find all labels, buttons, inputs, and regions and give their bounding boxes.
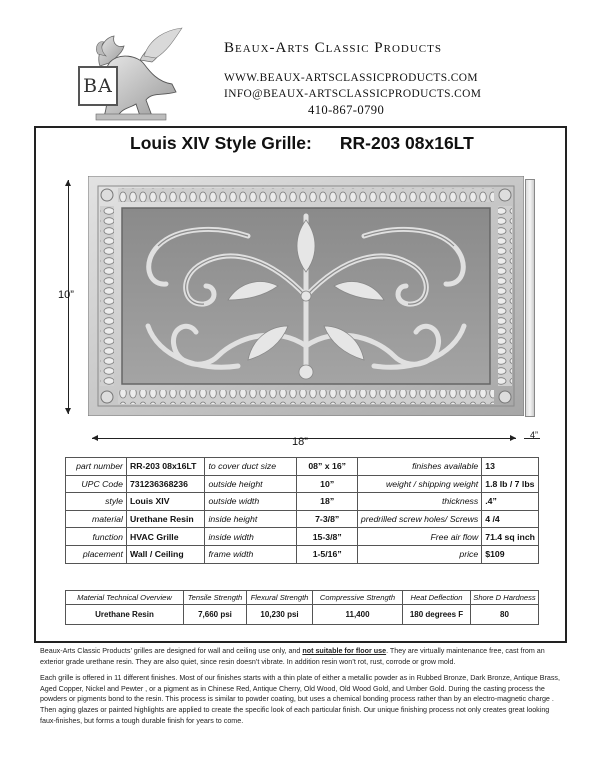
spec-label: UPC Code	[66, 475, 127, 493]
spec-value: 15-3/8”	[297, 528, 357, 546]
height-label: 10”	[58, 289, 74, 301]
spec-label: predrilled screw holes/ Screws	[357, 510, 481, 528]
contact-block	[224, 70, 481, 118]
product-style: Louis XIV Style Grille:	[130, 133, 312, 153]
material-cell: 11,400	[313, 605, 403, 625]
spec-label: inside width	[205, 528, 297, 546]
spec-label: price	[357, 545, 481, 563]
grille-image	[88, 176, 524, 416]
material-cell: 80	[471, 605, 539, 625]
spec-label: function	[66, 528, 127, 546]
logo-monogram: BA	[78, 66, 118, 106]
spec-value: RR-203 08x16LT	[126, 458, 205, 476]
finishes-paragraph: Each grille is offered in 11 different finishes. Most of our finishes starts with a thin plate of either a metallic powder as in Rubbed Bronze, Dark Bronze, Antique Brass, Aged Copper, Nickel and Pewter , or a pigment as in Chinese Red, Antique Cherry, Old Wood, Old Wood Gold, and Umber Gold. During the casting process the powders or pigments bond to the resin. This process is similar to powder coating, but uses a chemical bonding process rather than by an electro-magnetic charge . Then aging glazes or painted highlights are applied to create the specific look of each particular finish. Our unique finishing process not only creates great looking faux-finishes, but forms a tough durable finish for years to come.	[40, 674, 560, 725]
material-header-cell: Heat Deflection	[403, 591, 471, 605]
spec-value: Louis XIV	[126, 493, 205, 511]
website-link[interactable]: WWW.BEAUX-ARTSCLASSICPRODUCTS.COM	[224, 72, 478, 84]
spec-value: 10”	[297, 475, 357, 493]
spec-label: Free air flow	[357, 528, 481, 546]
spec-label: style	[66, 493, 127, 511]
specifications-table	[65, 457, 539, 564]
spec-value: 18”	[297, 493, 357, 511]
spec-value: 08” x 16”	[297, 458, 357, 476]
width-label: 18”	[292, 436, 308, 448]
spec-value: 13	[482, 458, 539, 476]
product-model: RR-203 08x16LT	[339, 133, 474, 153]
material-cell: 180 degrees F	[403, 605, 471, 625]
spec-value: 1.8 lb / 7 lbs	[482, 475, 539, 493]
spec-label: inside height	[205, 510, 297, 528]
floor-warning: not suitable for floor use	[302, 647, 387, 655]
material-cell: 10,230 psi	[247, 605, 313, 625]
spec-row	[66, 528, 539, 546]
material-header-cell: Shore D Hardness	[471, 591, 539, 605]
material-header-cell: Material Technical Overview	[66, 591, 184, 605]
usage-paragraph	[40, 646, 564, 667]
material-header-cell: Tensile Strength	[184, 591, 247, 605]
product-title	[130, 133, 474, 154]
spec-value: 731236368236	[126, 475, 205, 493]
company-name: Beaux-Arts Classic Products	[224, 40, 442, 56]
spec-row	[66, 475, 539, 493]
usage-text-start: Beaux-Arts Classic Products’ grilles are designed for wall and ceiling use only, and	[40, 647, 303, 655]
spec-value: Urethane Resin	[126, 510, 205, 528]
spec-row	[66, 458, 539, 476]
spec-label: thickness	[357, 493, 481, 511]
email-link[interactable]: INFO@BEAUX-ARTSCLASSICPRODUCTS.COM	[224, 88, 482, 100]
material-properties-table	[65, 590, 539, 625]
spec-value: Wall / Ceiling	[126, 545, 205, 563]
spec-label: material	[66, 510, 127, 528]
spec-value: .4”	[482, 493, 539, 511]
spec-row	[66, 545, 539, 563]
spec-value: 71.4 sq inch	[482, 528, 539, 546]
spec-label: finishes available	[357, 458, 481, 476]
spec-label: placement	[66, 545, 127, 563]
spec-value: 1-5/16”	[297, 545, 357, 563]
spec-label: outside width	[205, 493, 297, 511]
phone-number: 410-867-0790	[308, 103, 385, 117]
spec-label: to cover duct size	[205, 458, 297, 476]
spec-label: outside height	[205, 475, 297, 493]
material-cell: Urethane Resin	[66, 605, 184, 625]
spec-row	[66, 493, 539, 511]
spec-value: $109	[482, 545, 539, 563]
spec-label: frame width	[205, 545, 297, 563]
material-header-row	[66, 591, 539, 605]
spec-value: HVAC Grille	[126, 528, 205, 546]
grille-side-profile	[525, 179, 535, 417]
spec-label: weight / shipping weight	[357, 475, 481, 493]
depth-label: 4”	[530, 430, 539, 440]
spec-label: part number	[66, 458, 127, 476]
material-row	[66, 605, 539, 625]
material-header-cell: Compressive Strength	[313, 591, 403, 605]
material-cell: 7,660 psi	[184, 605, 247, 625]
spec-row	[66, 510, 539, 528]
spec-value: 4 /4	[482, 510, 539, 528]
usage-text-end: . They are virtually maintenance free, cast from an exterior grade urethane resin. They are also quiet, since resin doesn’t vibrate. In addition resin won’t rot, rust, corrode or grow mold.	[40, 647, 545, 666]
material-header-cell: Flexural Strength	[247, 591, 313, 605]
spec-value: 7-3/8”	[297, 510, 357, 528]
